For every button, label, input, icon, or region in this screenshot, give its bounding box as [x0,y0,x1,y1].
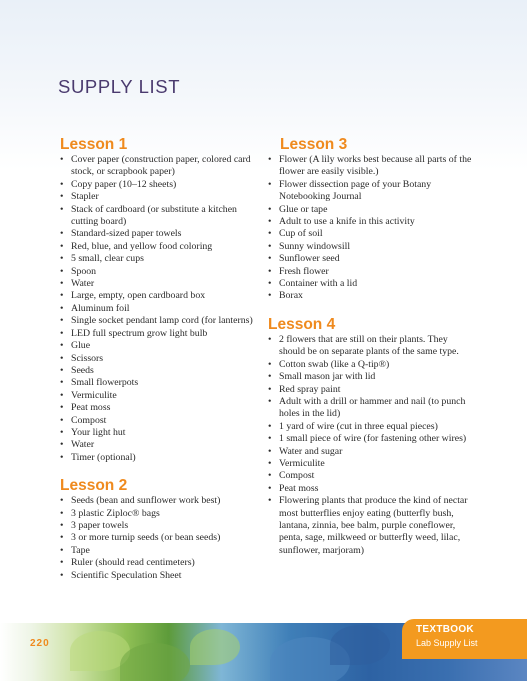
list-item [60,179,265,191]
bullet-icon: • [60,364,64,376]
bullet-icon: • [60,507,64,519]
item-text: LED full spectrum grow light bulb [71,327,208,339]
item-text: Water [71,439,95,451]
list-item [60,241,265,253]
lesson-4-section [268,316,473,557]
list-item [268,359,473,371]
list-item [60,365,265,377]
item-text: Vermiculite [279,457,325,469]
lesson-3-section [268,136,473,303]
item-text: Water and sugar [279,445,343,457]
list-item [268,204,473,216]
item-text: Sunny windowsill [279,240,351,252]
bullet-icon: • [60,439,64,451]
item-text: Vermiculite [71,389,117,401]
list-item [268,154,473,179]
item-text: Glue or tape [279,203,328,215]
list-item [60,390,265,402]
item-text: Glue [71,340,91,352]
bullet-icon: • [60,544,64,556]
bullet-icon: • [268,457,272,469]
bullet-icon: • [268,253,272,265]
bullet-icon: • [60,278,64,290]
bullet-icon: • [268,358,272,370]
tab-subtitle: Lab Supply List [416,638,478,648]
list-item [268,334,473,359]
list-item [60,570,265,582]
bullet-icon: • [268,395,272,407]
bullet-icon: • [268,445,272,457]
bullet-icon: • [60,302,64,314]
item-text: Stack of cardboard (or substitute a kitchen cutting board) [71,203,237,228]
lesson-4-list [268,334,473,557]
bullet-icon: • [60,519,64,531]
list-item [268,458,473,470]
list-item [60,290,265,302]
item-text: Scissors [71,352,104,364]
bullet-icon: • [60,290,64,302]
leaf-shape [330,625,390,665]
list-item [60,427,265,439]
list-item [268,278,473,290]
bullet-icon: • [268,265,272,277]
item-text: Stapler [71,191,99,203]
item-text: Fresh flower [279,265,329,277]
bullet-icon: • [268,470,272,482]
list-item [60,228,265,240]
bullet-icon: • [268,482,272,494]
item-text: Small flowerpots [71,377,139,389]
bullet-icon: • [60,178,64,190]
item-text: Scientific Speculation Sheet [71,569,182,581]
bullet-icon: • [268,203,272,215]
bullet-icon: • [268,228,272,240]
list-item [60,545,265,557]
bullet-icon: • [60,228,64,240]
list-item [60,557,265,569]
list-item [268,371,473,383]
list-item [60,154,265,179]
item-text: Aluminum foil [71,302,130,314]
bullet-icon: • [268,216,272,228]
item-text: Single socket pendant lamp cord (for lanterns) [71,315,253,327]
item-text: 3 paper towels [71,519,129,531]
item-text: Adult with a drill or hammer and nail (to punch holes in the lid) [279,395,466,420]
bullet-icon: • [60,265,64,277]
list-item [268,483,473,495]
list-item [60,204,265,229]
bullet-icon: • [60,569,64,581]
item-text: Water [71,278,95,290]
list-item [60,402,265,414]
bullet-icon: • [268,240,272,252]
bullet-icon: • [60,532,64,544]
bullet-icon: • [60,402,64,414]
item-text: 5 small, clear cups [71,253,144,265]
item-text: 2 flowers that are still on their plants. They should be on separate plants of the same type. [279,333,459,358]
bullet-icon: • [268,278,272,290]
bullet-icon: • [60,451,64,463]
list-item [60,415,265,427]
item-text: 3 plastic Ziploc® bags [71,507,160,519]
item-text: Peat moss [71,402,111,414]
list-item [268,266,473,278]
section-tab [402,619,527,659]
bullet-icon: • [60,557,64,569]
bullet-icon: • [60,154,64,165]
bullet-icon: • [60,389,64,401]
item-text: 1 yard of wire (cut in three equal pieces) [279,420,438,432]
list-item [268,495,473,557]
bullet-icon: • [268,495,272,507]
list-item [60,191,265,203]
lesson-1-list [60,154,265,464]
list-item [268,241,473,253]
item-text: Red spray paint [279,383,341,395]
bullet-icon: • [268,178,272,190]
list-item [60,520,265,532]
item-text: Seeds (bean and sunflower work best) [71,495,221,507]
list-item [268,433,473,445]
bullet-icon: • [268,333,272,345]
list-item [60,278,265,290]
list-item [268,421,473,433]
item-text: Flowering plants that produce the kind of nectar most butterflies enjoy eating (butterfly bush, lantana, zinnia, bee balm, purple coneflower, penta, sage, milkweed or butterfly weed, lilac, sunflower, marjoram) [279,495,468,556]
item-text: Large, empty, open cardboard box [71,290,206,302]
bullet-icon: • [268,420,272,432]
item-text: Seeds [71,364,94,376]
lesson-3-heading: Lesson 3 [280,136,348,153]
leaf-shape [190,629,240,665]
item-text: Sunflower seed [279,253,340,265]
item-text: Ruler (should read centimeters) [71,557,195,569]
list-item [60,532,265,544]
lesson-3-list [268,154,473,303]
list-item [60,495,265,507]
bullet-icon: • [60,414,64,426]
page-number: 220 [30,638,50,649]
item-text: Container with a lid [279,278,358,290]
item-text: Small mason jar with lid [279,371,376,383]
tab-title: TEXTBOOK [416,624,474,635]
bullet-icon: • [60,377,64,389]
list-item [60,303,265,315]
item-text: Your light hut [71,426,126,438]
left-column [60,136,265,595]
bullet-icon: • [268,433,272,445]
bullet-icon: • [60,240,64,252]
list-item [60,315,265,327]
item-text: Peat moss [279,482,319,494]
list-item [60,508,265,520]
list-item [268,216,473,228]
list-item [268,290,473,302]
right-column [268,136,473,570]
list-item [268,228,473,240]
bullet-icon: • [268,371,272,383]
item-text: Timer (optional) [71,451,136,463]
bullet-icon: • [60,426,64,438]
list-item [268,384,473,396]
list-item [268,253,473,265]
item-text: Flower dissection page of your Botany Notebooking Journal [279,178,432,203]
list-item [60,452,265,464]
item-text: 3 or more turnip seeds (or bean seeds) [71,532,221,544]
lesson-1-heading: Lesson 1 [60,136,128,153]
bullet-icon: • [60,191,64,203]
item-text: Cotton swab (like a Q-tip®) [279,358,390,370]
item-text: Tape [71,544,90,556]
list-item [60,253,265,265]
item-text: Cover paper (construction paper, colored card stock, or scrapbook paper) [71,154,251,178]
bullet-icon: • [60,352,64,364]
bullet-icon: • [268,383,272,395]
item-text: Standard-sized paper towels [71,228,182,240]
lesson-2-list [60,495,265,582]
leaf-shape [120,643,190,681]
lesson-2-section [60,477,265,582]
item-text: Spoon [71,265,97,277]
lesson-2-heading: Lesson 2 [60,477,128,495]
item-text: 1 small piece of wire (for fastening other wires) [279,433,467,445]
lesson-4-heading: Lesson 4 [268,315,336,333]
list-item [268,470,473,482]
list-item [60,377,265,389]
list-item [268,396,473,421]
item-text: Compost [71,414,107,426]
item-text: Adult to use a knife in this activity [279,216,415,228]
item-text: Compost [279,470,315,482]
item-text: Copy paper (10–12 sheets) [71,178,177,190]
bullet-icon: • [268,154,272,165]
lesson-1-section [60,136,265,464]
list-item [268,179,473,204]
bullet-icon: • [60,315,64,327]
bullet-icon: • [60,340,64,352]
item-text: Flower (A lily works best because all parts of the flower are easily visible.) [279,154,472,178]
list-item [60,340,265,352]
bullet-icon: • [60,495,64,507]
item-text: Borax [279,290,303,302]
page-title: SUPPLY LIST [58,76,181,97]
bullet-icon: • [60,203,64,215]
list-item [60,439,265,451]
list-item [268,446,473,458]
item-text: Red, blue, and yellow food coloring [71,240,213,252]
list-item [60,328,265,340]
list-item [60,353,265,365]
bullet-icon: • [268,290,272,302]
bullet-icon: • [60,327,64,339]
item-text: Cup of soil [279,228,323,240]
list-item [60,266,265,278]
bullet-icon: • [60,253,64,265]
